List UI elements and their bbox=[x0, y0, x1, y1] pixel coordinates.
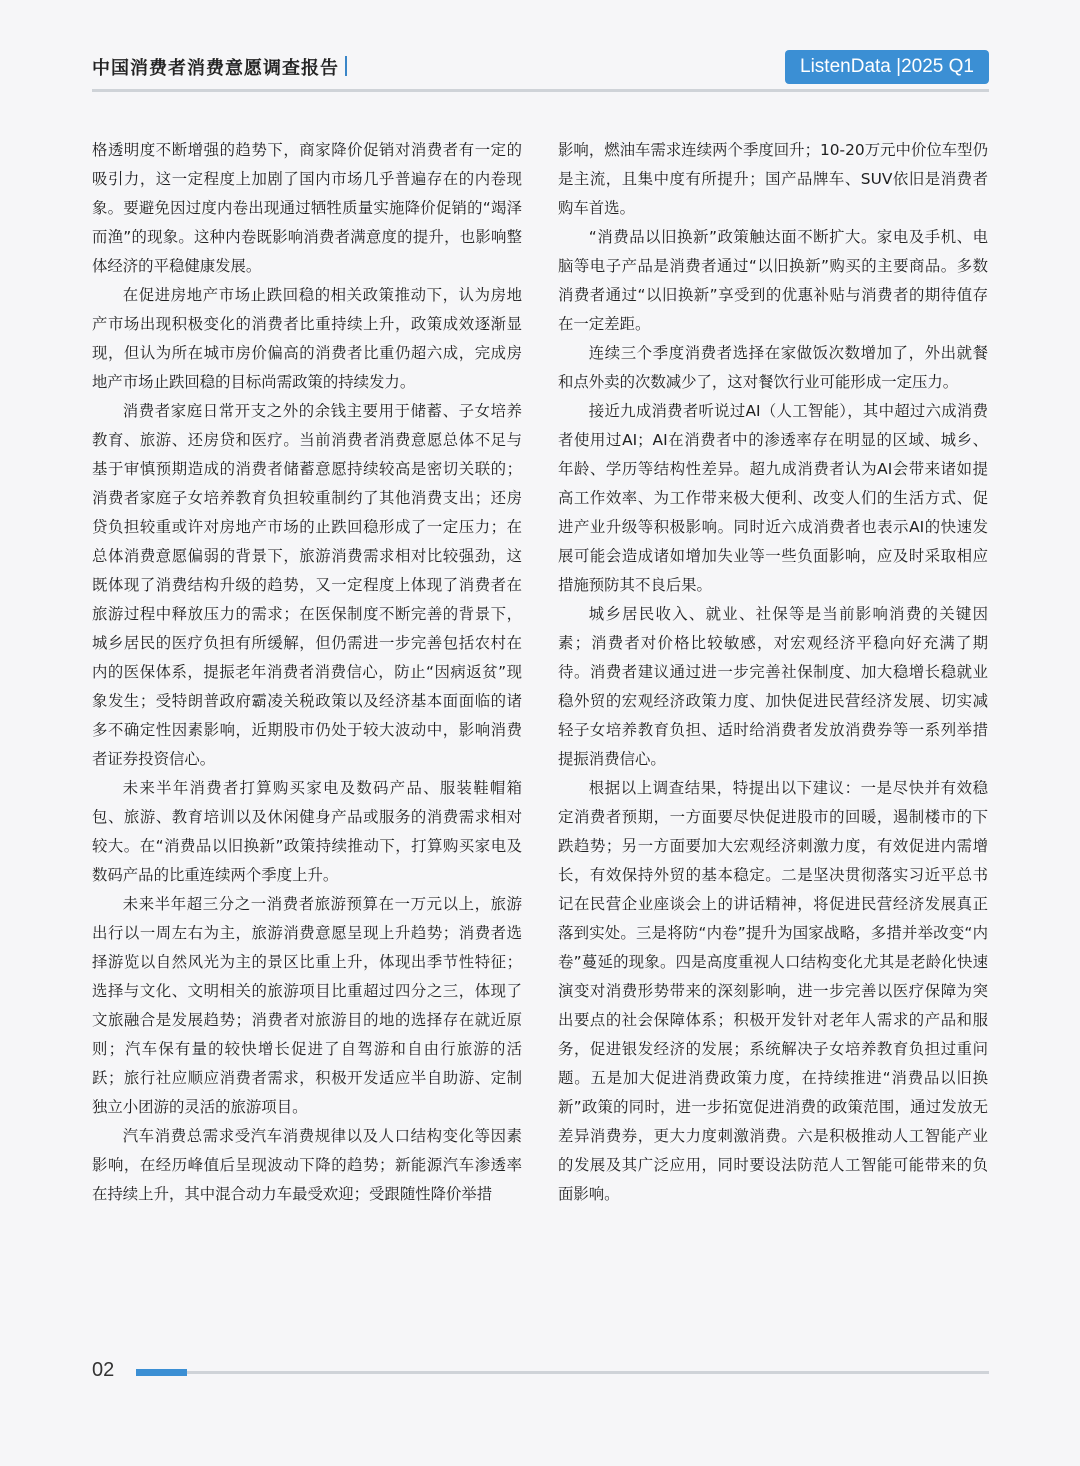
brand-badge: ListenData |2025 Q1 bbox=[785, 50, 989, 84]
page-number: 02 bbox=[92, 1359, 115, 1381]
paragraph: 连续三个季度消费者选择在家做饭次数增加了，外出就餐和点外卖的次数减少了，这对餐饮行业可能形成一定压力。 bbox=[558, 344, 988, 391]
right-column bbox=[558, 136, 988, 1209]
paragraph: 影响，燃油车需求连续两个季度回升；10-20万元中价位车型仍是主流，且集中度有所提升；国产品牌车、SUV依旧是消费者购车首选。 bbox=[558, 141, 988, 217]
paragraph: 接近九成消费者听说过AI（人工智能），其中超过六成消费者使用过AI；AI在消费者中的渗透率存在明显的区域、城乡、年龄、学历等结构性差异。超九成消费者认为AI会带来诸如提高工作效率、为工作带来极大便利、改变人们的生活方式、促进产业升级等积极影响。同时近六成消费者也表示AI的快速发展可能会造成诸如增加失业等一些负面影响，应及时采取相应措施预防其不良后果。 bbox=[558, 402, 988, 594]
page-header bbox=[92, 50, 989, 84]
header-rule bbox=[92, 89, 989, 92]
paragraph: 未来半年消费者打算购买家电及数码产品、服装鞋帽箱包、旅游、教育培训以及休闲健身产品或服务的消费需求相对较大。在“消费品以旧换新”政策持续推动下，打算购买家电及数码产品的比重连续两个季度上升。 bbox=[92, 779, 522, 884]
footer-accent-bar bbox=[136, 1369, 187, 1376]
paragraph: 在促进房地产市场止跌回稳的相关政策推动下，认为房地产市场出现积极变化的消费者比重持续上升，政策成效逐渐显现，但认为所在城市房价偏高的消费者比重仍超六成，完成房地产市场止跌回稳的目标尚需政策的持续发力。 bbox=[92, 286, 522, 391]
left-column bbox=[92, 136, 522, 1209]
paragraph: 城乡居民收入、就业、社保等是当前影响消费的关键因素；消费者对价格比较敏感，对宏观经济平稳向好充满了期待。消费者建议通过进一步完善社保制度、加大稳增长稳就业稳外贸的宏观经济政策力度、加快促进民营经济发展、切实减轻子女培养教育负担、适时给消费者发放消费券等一系列举措提振消费信心。 bbox=[558, 605, 988, 768]
paragraph: 汽车消费总需求受汽车消费规律以及人口结构变化等因素影响，在经历峰值后呈现波动下降的趋势；新能源汽车渗透率在持续上升，其中混合动力车最受欢迎；受跟随性降价举措 bbox=[92, 1127, 522, 1203]
footer-rule bbox=[136, 1371, 989, 1374]
paragraph: 格透明度不断增强的趋势下，商家降价促销对消费者有一定的吸引力，这一定程度上加剧了国内市场几乎普遍存在的内卷现象。要避免因过度内卷出现通过牺牲质量实施降价促销的“竭泽而渔”的现象。这种内卷既影响消费者满意度的提升，也影响整体经济的平稳健康发展。 bbox=[92, 141, 522, 275]
document-title: 中国消费者消费意愿调查报告 bbox=[92, 58, 339, 79]
paragraph: “消费品以旧换新”政策触达面不断扩大。家电及手机、电脑等电子产品是消费者通过“以旧换新”购买的主要商品。多数消费者通过“以旧换新”享受到的优惠补贴与消费者的期待值存在一定差距。 bbox=[558, 228, 988, 333]
paragraph: 根据以上调查结果，特提出以下建议：一是尽快并有效稳定消费者预期，一方面要尽快促进股市的回暖，遏制楼市的下跌趋势；另一方面要加大宏观经济刺激力度，有效促进内需增长，有效保持外贸的基本稳定。二是坚决贯彻落实习近平总书记在民营企业座谈会上的讲话精神，将促进民营经济发展真正落到实处。三是将防“内卷”提升为国家战略，多措并举改变“内卷”蔓延的现象。四是高度重视人口结构变化尤其是老龄化快速演变对消费形势带来的深刻影响，进一步完善以医疗保障为突出要点的社会保障体系；积极开发针对老年人需求的产品和服务，促进银发经济的发展；系统解决子女培养教育负担过重问题。五是加大促进消费政策力度，在持续推进“消费品以旧换新”政策的同时，进一步拓宽促进消费的政策范围，通过发放无差异消费券，更大力度刺激消费。六是积极推动人工智能产业的发展及其广泛应用，同时要设法防范人工智能可能带来的负面影响。 bbox=[558, 779, 988, 1203]
paragraph: 消费者家庭日常开支之外的余钱主要用于储蓄、子女培养教育、旅游、还房贷和医疗。当前消费者消费意愿总体不足与基于审慎预期造成的消费者储蓄意愿持续较高是密切关联的；消费者家庭子女培养教育负担较重制约了其他消费支出；还房贷负担较重或许对房地产市场的止跌回稳形成了一定压力；在总体消费意愿偏弱的背景下，旅游消费需求相对比较强劲，这既体现了消费结构升级的趋势，又一定程度上体现了消费者在旅游过程中释放压力的需求；在医保制度不断完善的背景下，城乡居民的医疗负担有所缓解，但仍需进一步完善包括农村在内的医保体系，提振老年消费者消费信心，防止“因病返贫”现象发生；受特朗普政府霸凌关税政策以及经济基本面面临的诸多不确定性因素影响，近期股市仍处于较大波动中，影响消费者证券投资信心。 bbox=[92, 402, 522, 768]
title-divider-bar bbox=[345, 56, 347, 76]
paragraph: 未来半年超三分之一消费者旅游预算在一万元以上，旅游出行以一周左右为主，旅游消费意愿呈现上升趋势；消费者选择游览以自然风光为主的景区比重上升，体现出季节性特征；选择与文化、文明相关的旅游项目比重超过四分之三，体现了文旅融合是发展趋势；消费者对旅游目的地的选择存在就近原则；汽车保有量的较快增长促进了自驾游和自由行旅游的活跃；旅行社应顺应消费者需求，积极开发适应半自助游、定制独立小团游的灵活的旅游项目。 bbox=[92, 895, 522, 1116]
